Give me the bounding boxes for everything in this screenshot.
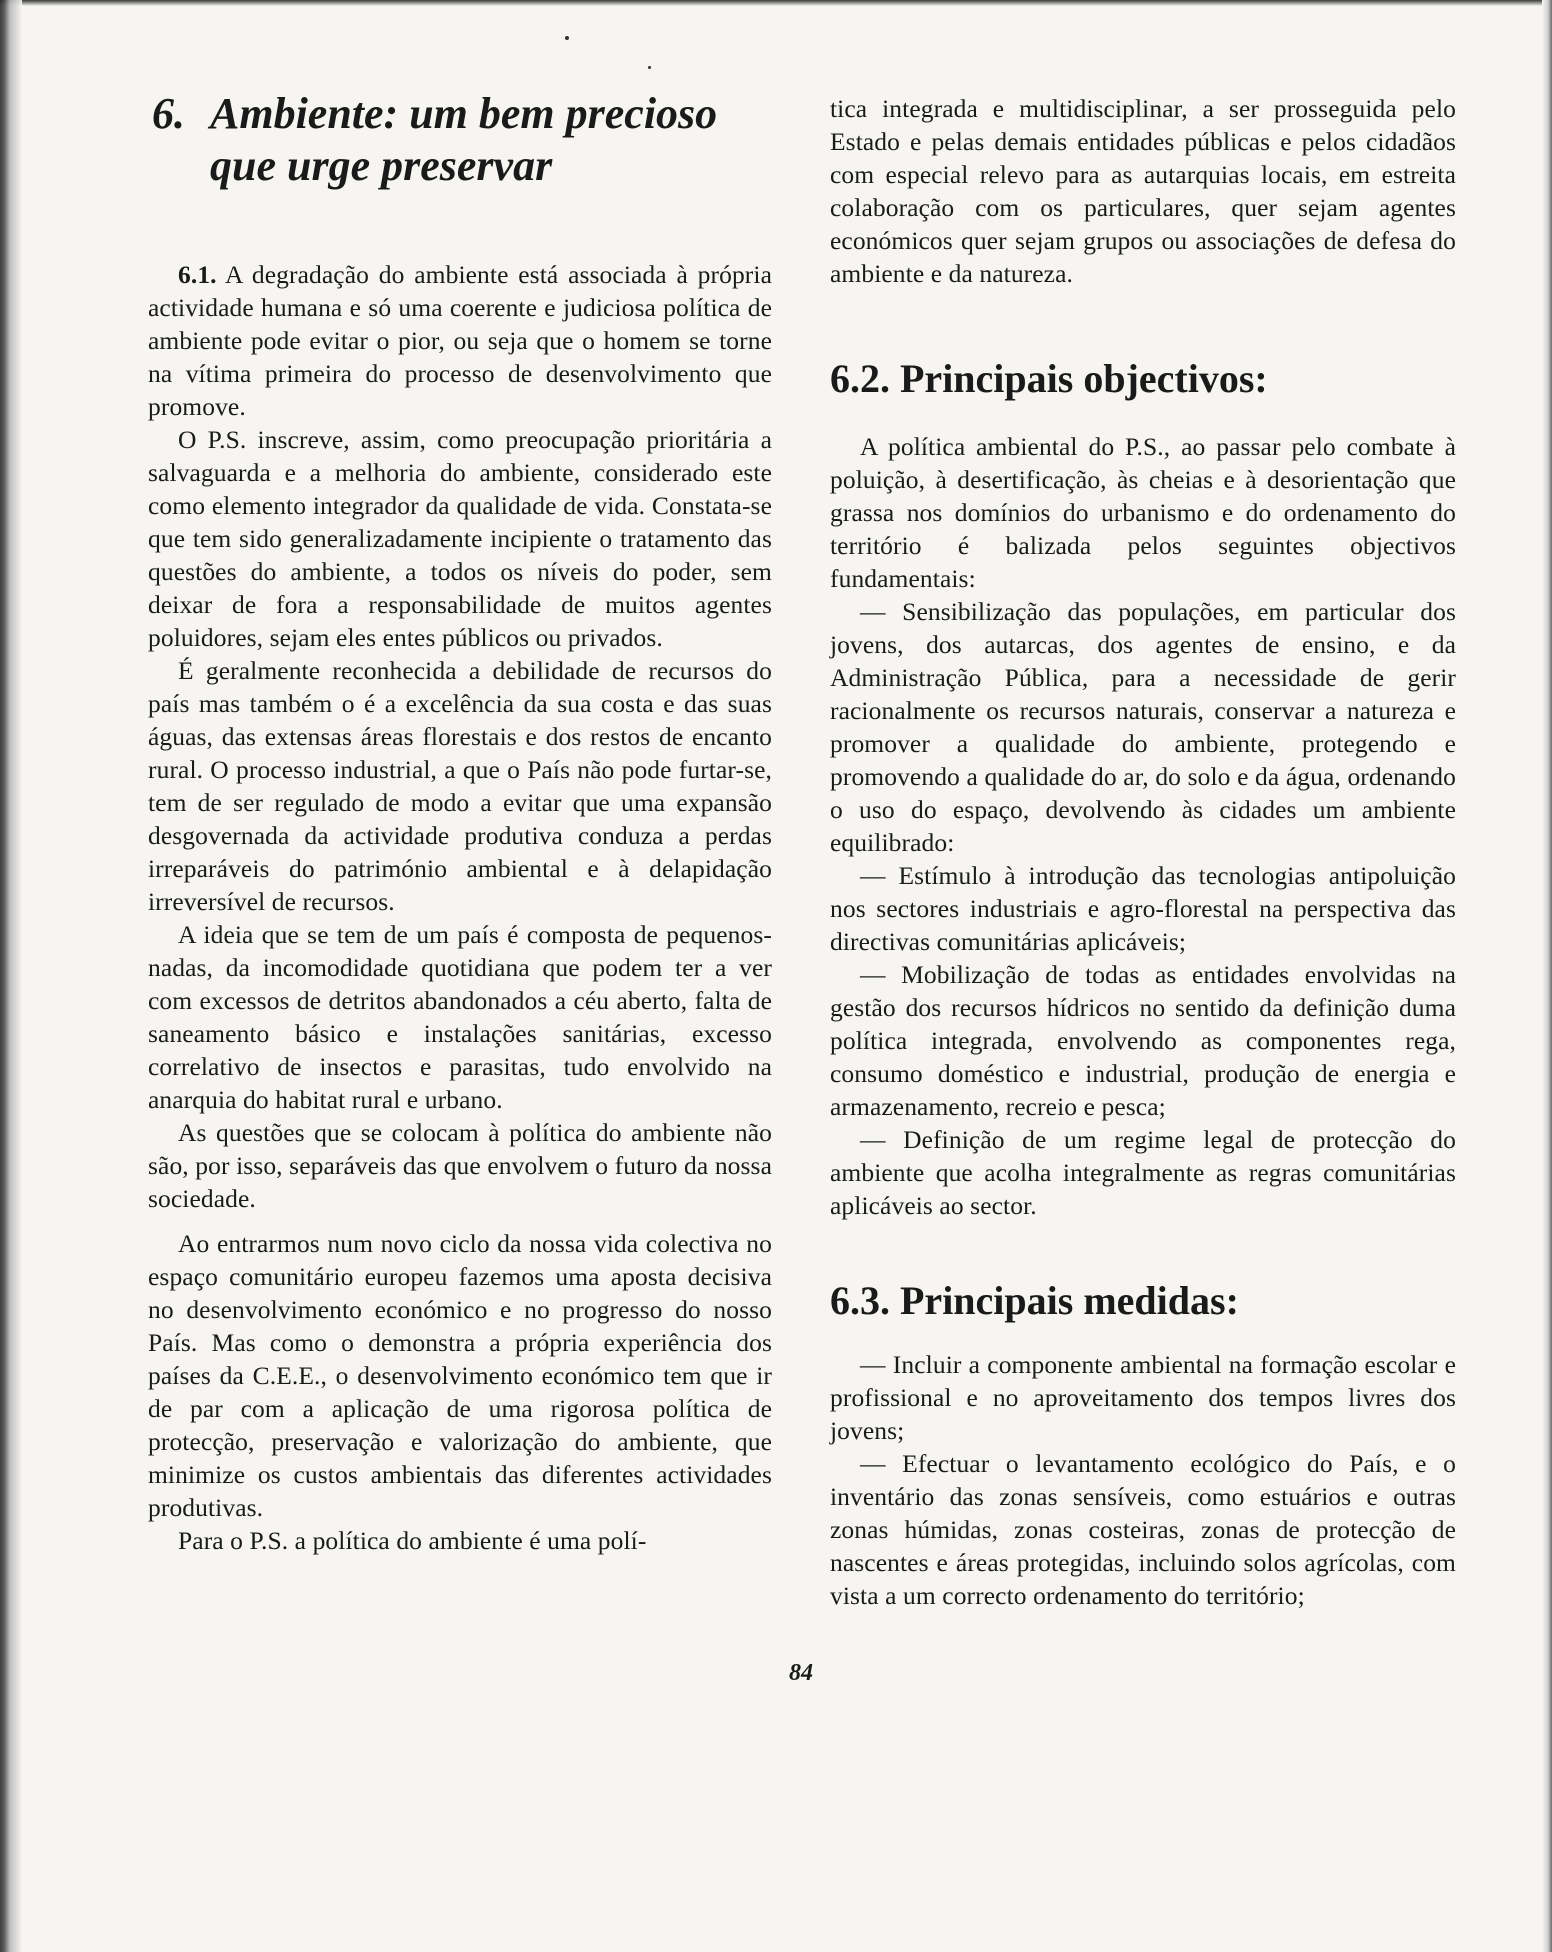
right-column-continuation [830, 92, 1456, 290]
section-heading-6-3: 6.3. Principais medidas: [830, 1278, 1239, 1323]
list-item: — Sensibilização das populações, em particular dos jovens, dos autarcas, dos agentes de ensino, e da Administração Pública, para a necessidade de gerir racionalmente os recursos naturais, conservar a natureza e promover a qualidade do ambiente, protegendo e promovendo a qualidade do ar, do solo e da água, ordenando o uso do espaço, devolvendo às cidades um ambiente equilibrado: [830, 597, 1456, 857]
list-item: — Efectuar o levantamento ecológico do País, e o inventário das zonas sensíveis, como estuários e outras zonas húmidas, zonas costeiras, zonas de protecção de nascentes e áreas protegidas, incluindo solos agrícolas, com vista a um correcto ordenamento do território; [830, 1449, 1456, 1610]
chapter-title-line2: que urge preservar [210, 141, 553, 190]
chapter-title-line1: Ambiente: um bem precioso [210, 89, 718, 138]
paragraph-intro: A política ambiental do P.S., ao passar pelo combate à poluição, à desertificação, às cheias e à desorientação que grassa nos domínios do urbanismo e do ordenamento do território é balizada pelos seguintes objectivos fundamentais: [830, 432, 1456, 593]
paragraph: As questões que se colocam à política do ambiente não são, por isso, separáveis das que envolvem o futuro da nossa sociedade. [148, 1118, 772, 1213]
scan-speck [648, 66, 651, 69]
chapter-number: 6. [152, 89, 185, 138]
paragraph: Ao entrarmos num novo ciclo da nossa vida colectiva no espaço comunitário europeu fazemos uma aposta decisiva no desenvolvimento económico e no progresso do nosso País. Mas como o demonstra a própria experiência dos países da C.E.E., o desenvolvimento económico tem que ir de par com a aplicação de uma rigorosa política de protecção, preservação e valorização do ambiente, que minimize os custos ambientais das diferentes actividades produtivas. [148, 1229, 772, 1522]
paragraph-continuation: tica integrada e multidisciplinar, a ser prosseguida pelo Estado e pelas demais entidades públicas e pelos cidadãos com especial relevo para as autarquias locais, em estreita colaboração com os particulares, quer sejam agentes económicos quer sejam grupos ou associações de defesa do ambiente e da natureza. [830, 94, 1456, 288]
paragraph: O P.S. inscreve, assim, como preocupação prioritária a salvaguarda e a melhoria do ambiente, considerado este como elemento integrador da qualidade de vida. Constata-se que tem sido generalizadamente incipiente o tratamento das questões do ambiente, a todos os níveis do poder, sem deixar de fora a responsabilidade de muitos agentes poluidores, sejam eles entes públicos ou privados. [148, 425, 772, 652]
list-item: — Incluir a componente ambiental na formação escolar e profissional e no aproveitamento dos tempos livres dos jovens; [830, 1350, 1456, 1445]
chapter-title [152, 88, 792, 192]
paragraph: É geralmente reconhecida a debilidade de recursos do país mas também o é a excelência da sua costa e das suas águas, das extensas áreas florestais e dos restos de encanto rural. O processo industrial, a que o País não pode furtar-se, tem de ser regulado de modo a evitar que uma expansão desgovernada da actividade produtiva conduza a perdas irreparáveis do património ambiental e à delapidação irreversível de recursos. [148, 656, 772, 916]
paragraph-6-1 [148, 258, 772, 423]
section-6-3-body [830, 1348, 1456, 1612]
list-item: — Definição de um regime legal de protecção do ambiente que acolha integralmente as regras comunitárias aplicáveis ao sector. [830, 1125, 1456, 1220]
section-number-6-1: 6.1. [178, 260, 217, 289]
section-heading-6-2: 6.2. Principais objectivos: [830, 356, 1268, 401]
page-number: 84 [789, 1660, 813, 1686]
scan-edge-top [0, 0, 1552, 6]
left-column [148, 258, 772, 1557]
paragraph-text: A degradação do ambiente está associada à própria actividade humana e só uma coerente e judiciosa política de ambiente pode evitar o pior, ou seja que o homem se torne na vítima primeira do processo de desenvolvimento que promove. [148, 260, 772, 421]
scan-speck [565, 36, 569, 40]
section-6-2-body [830, 430, 1456, 1222]
list-item: — Estímulo à introdução das tecnologias antipoluição nos sectores industriais e agro-florestal na perspectiva das directivas comunitárias aplicáveis; [830, 861, 1456, 956]
list-item: — Mobilização de todas as entidades envolvidas na gestão dos recursos hídricos no sentido da definição duma política integrada, envolvendo as componentes rega, consumo doméstico e industrial, produção de energia e armazenamento, recreio e pesca; [830, 960, 1456, 1121]
scan-edge-right [1542, 0, 1552, 1952]
paragraph: A ideia que se tem de um país é composta de pequenos-nadas, da incomodidade quotidiana que podem ter a ver com excessos de detritos abandonados a céu aberto, falta de saneamento básico e instalações sanitárias, excesso correlativo de insectos e parasitas, tudo envolvido na anarquia do habitat rural e urbano. [148, 920, 772, 1114]
paragraph: Para o P.S. a política do ambiente é uma polí- [178, 1526, 647, 1555]
scan-edge-left [0, 0, 22, 1952]
